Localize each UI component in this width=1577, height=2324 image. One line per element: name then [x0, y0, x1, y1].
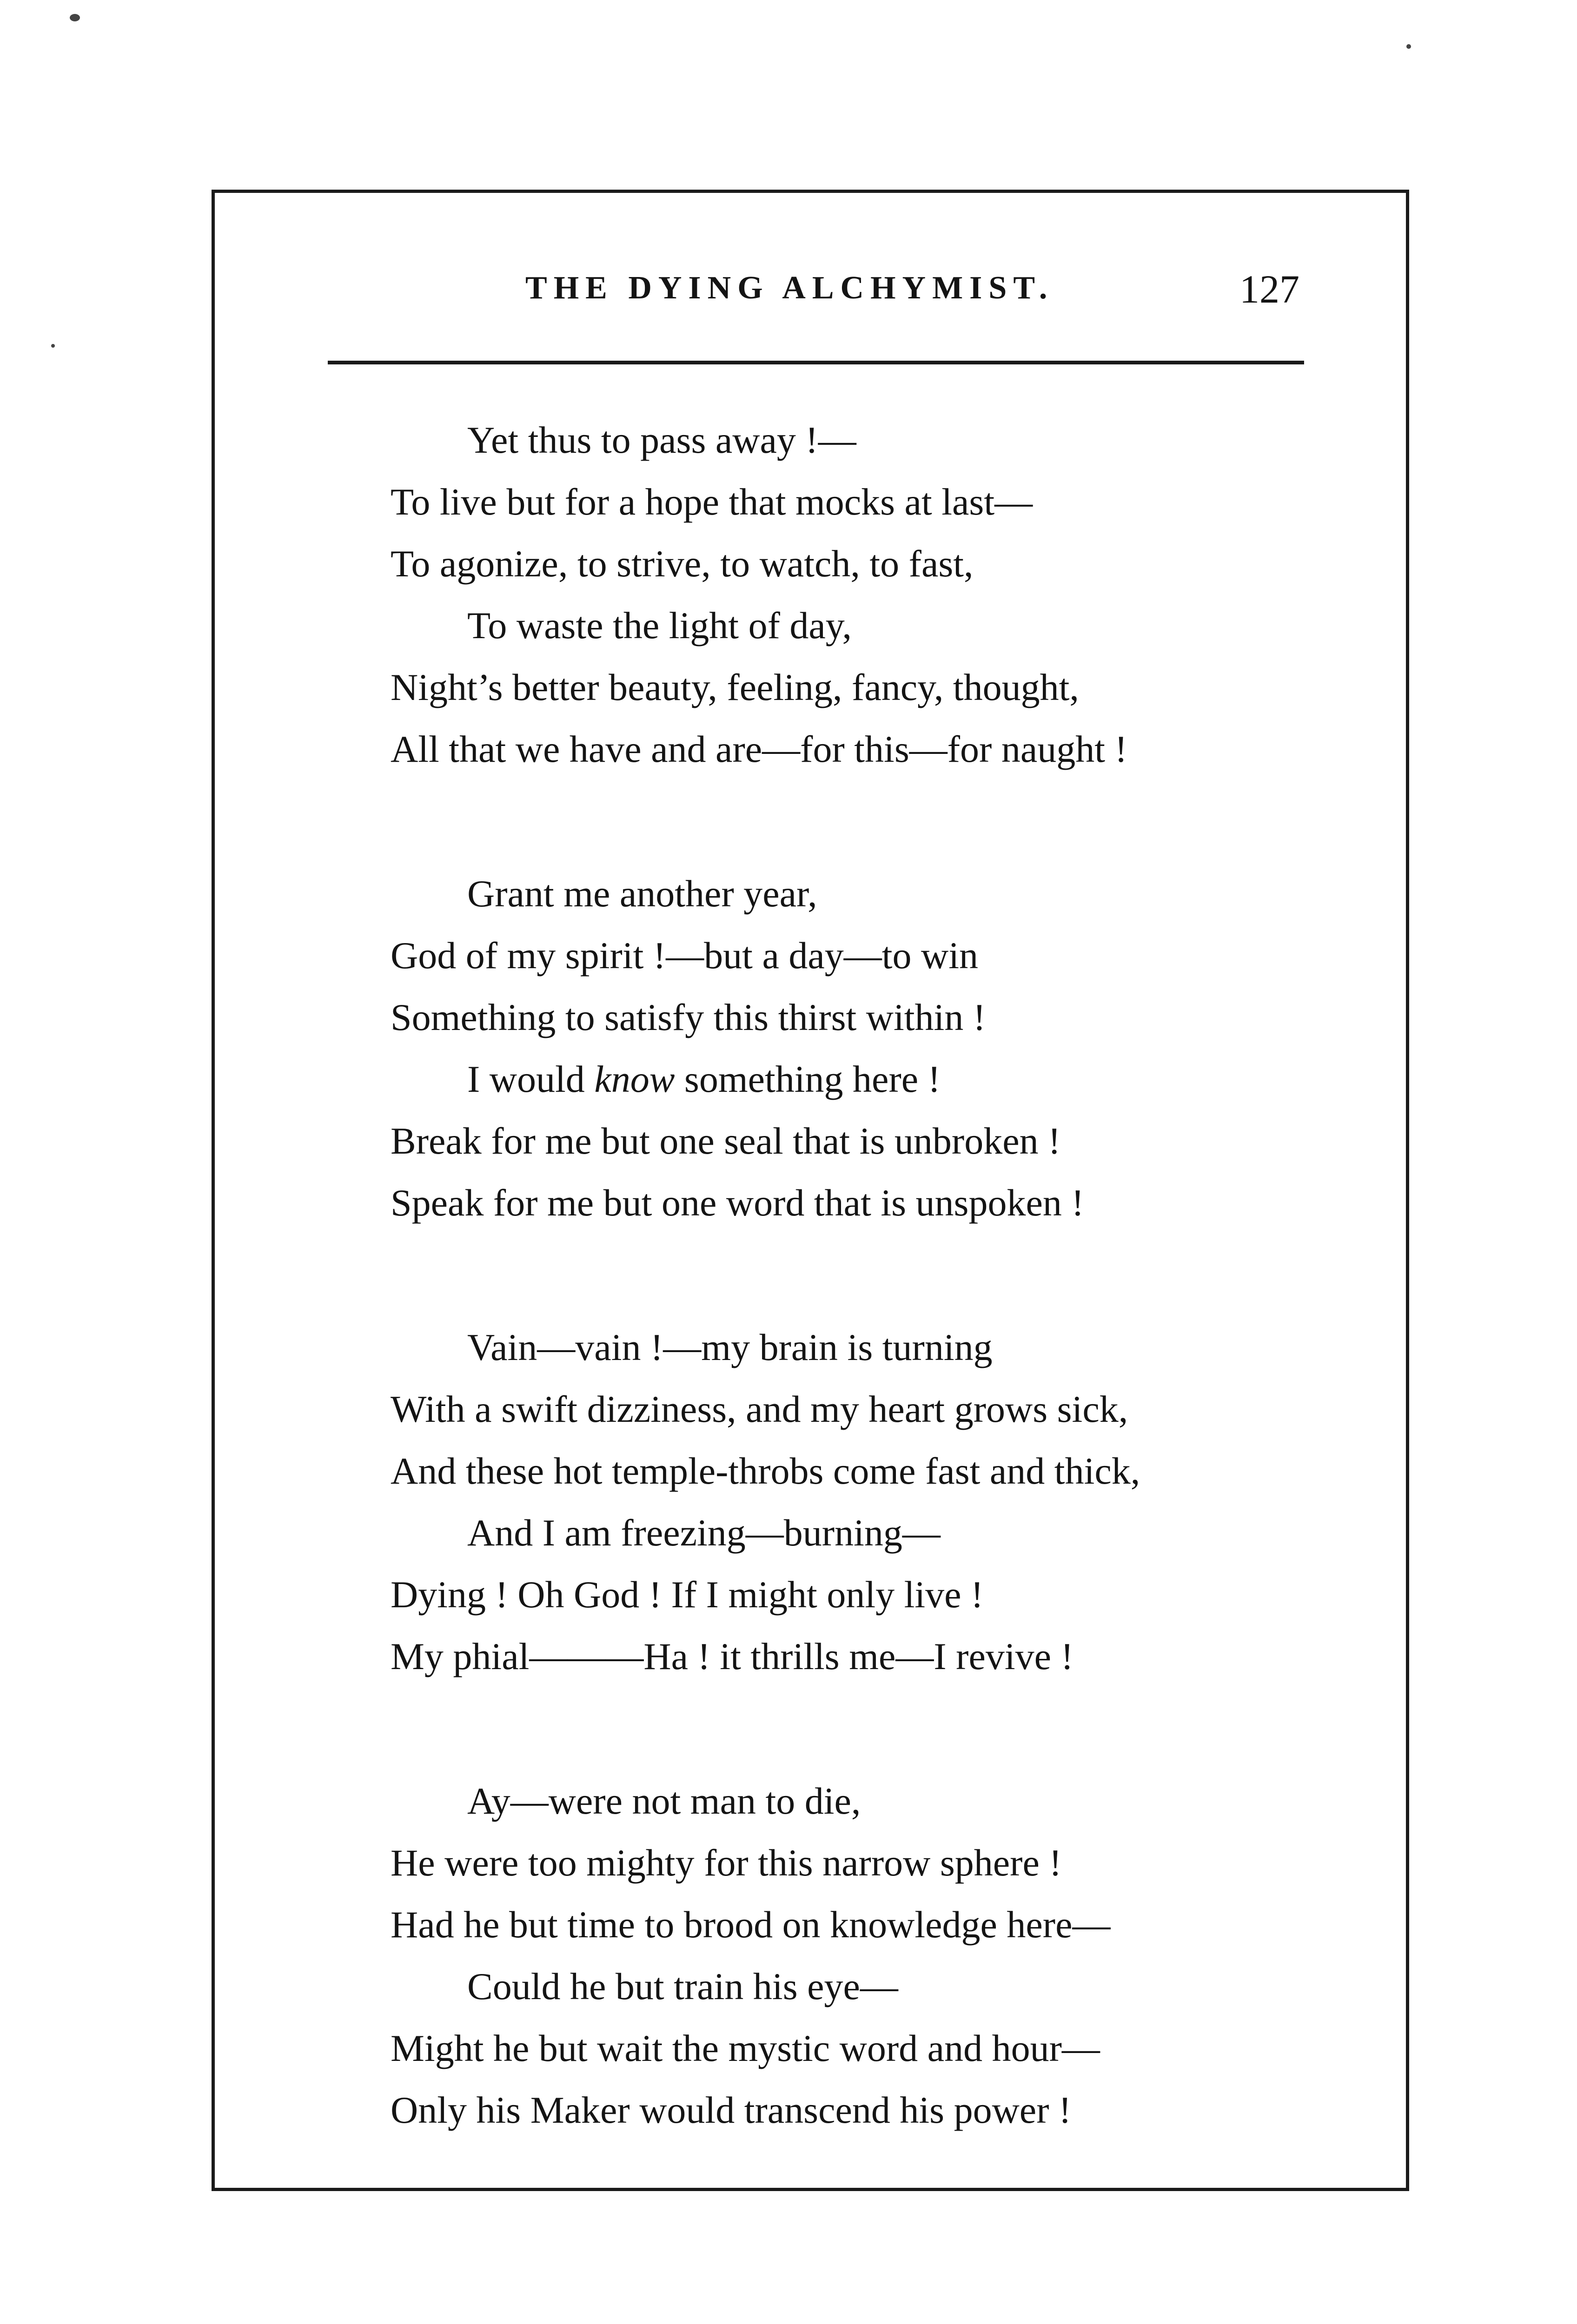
- poem-line: He were too mighty for this narrow sphere !: [391, 1842, 1062, 1884]
- poem-line: Vain—vain !—my brain is turning: [467, 1326, 993, 1368]
- header-rule: [328, 361, 1304, 364]
- poem-line: Ay—were not man to die,: [467, 1780, 861, 1822]
- poem-line: And these hot temple-throbs come fast and thick,: [391, 1450, 1140, 1492]
- stanza-3: [391, 1316, 1320, 1687]
- stanza-1: [391, 409, 1320, 780]
- running-title: THE DYING ALCHYMIST.: [525, 270, 1054, 306]
- poem-line: Could he but train his eye—: [467, 1965, 898, 2007]
- scan-speck: [70, 14, 80, 21]
- poem-line: Break for me but one seal that is unbroken !: [391, 1120, 1061, 1162]
- poem-line: Night’s better beauty, feeling, fancy, thought,: [391, 666, 1079, 708]
- poem-line: Grant me another year,: [467, 872, 817, 915]
- stanza-2: [391, 863, 1320, 1234]
- poem-line: With a swift dizziness, and my heart grows sick,: [391, 1388, 1128, 1430]
- poem-line: Might he but wait the mystic word and hour—: [391, 2027, 1100, 2069]
- poem-line: All that we have and are—for this—for naught !: [391, 728, 1127, 770]
- poem-line: Speak for me but one word that is unspoken !: [391, 1182, 1084, 1224]
- poem-line: God of my spirit !—but a day—to win: [391, 934, 979, 977]
- poem-line: To agonize, to strive, to watch, to fast,: [391, 542, 974, 585]
- running-head: [328, 260, 1304, 325]
- poem-line-part: something here !: [675, 1058, 941, 1100]
- poem-line: Something to satisfy this thirst within !: [391, 996, 986, 1038]
- poem-line-part: I would: [467, 1058, 595, 1100]
- poem-line: Dying ! Oh God ! If I might only live !: [391, 1573, 984, 1616]
- emphasized-word: know: [594, 1058, 675, 1100]
- scan-speck: [1406, 44, 1411, 49]
- poem-line: Had he but time to brood on knowledge here—: [391, 1903, 1111, 1946]
- poem-line: My phial———Ha ! it thrills me—I revive !: [391, 1635, 1073, 1677]
- poem-line: And I am freezing—burning—: [467, 1512, 941, 1554]
- poem-line: To live but for a hope that mocks at last—: [391, 481, 1033, 523]
- poem-line-with-emphasis: [391, 1048, 1320, 1110]
- stanza-4: [391, 1770, 1320, 2141]
- poem-body: [391, 409, 1320, 2224]
- page-number: 127: [1239, 267, 1299, 311]
- scan-speck: [51, 344, 55, 348]
- poem-line: To waste the light of day,: [467, 604, 852, 647]
- poem-line: Only his Maker would transcend his power !: [391, 2089, 1072, 2131]
- poem-line: Yet thus to pass away !—: [467, 419, 856, 461]
